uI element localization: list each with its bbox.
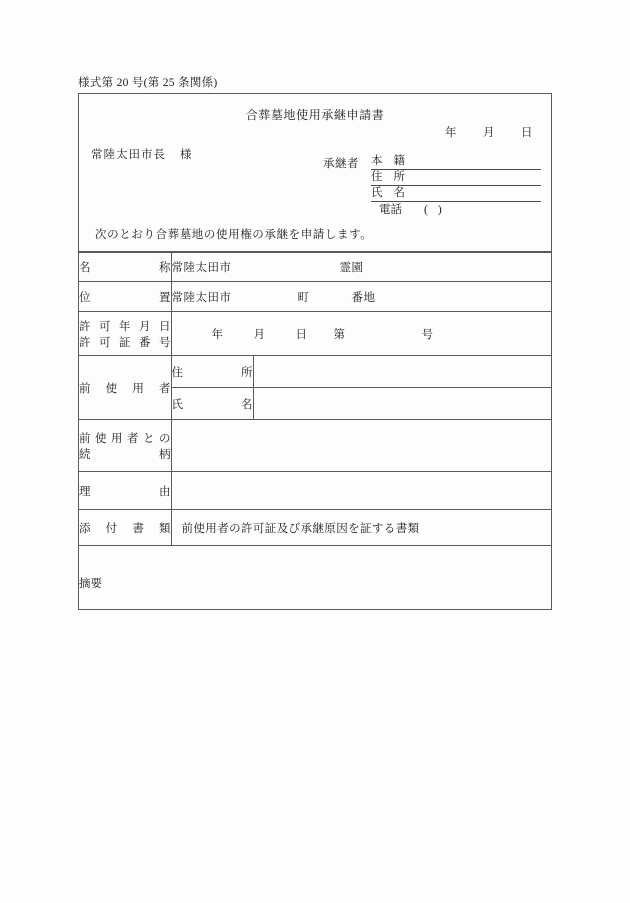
attachments-text: 前使用者の許可証及び承継原因を証する書類	[181, 522, 420, 535]
applicant-address-label: 住所	[371, 171, 405, 183]
form-header	[79, 94, 551, 252]
sub-label-previous-user-address: 住所	[171, 356, 253, 388]
name-suffix: 霊園	[339, 262, 364, 274]
date-month-label: 月	[483, 127, 495, 139]
applicant-name-label: 氏名	[371, 187, 405, 199]
addressee	[91, 146, 193, 162]
remarks-label: 摘要	[79, 578, 102, 590]
sub-label-previous-user-name: 氏名	[171, 388, 253, 420]
relationship-label-line2: 続柄	[79, 448, 171, 461]
row-label-reason: 理由	[79, 472, 171, 510]
permit-number-suffix: 号	[421, 328, 434, 341]
location-city: 常陸太田市	[171, 291, 232, 304]
addressee-name: 常陸太田市長	[91, 149, 166, 161]
table-row-location	[79, 282, 551, 312]
table-row-reason	[79, 472, 551, 510]
date-year-label: 年	[445, 127, 457, 139]
table-row-permit	[79, 312, 551, 356]
location-town-suffix: 町	[297, 291, 310, 304]
name-city: 常陸太田市	[171, 262, 232, 274]
applicant-telephone-label: 電話	[379, 204, 402, 216]
applicant-address-row[interactable]	[371, 170, 541, 186]
permit-month-label: 月	[253, 328, 266, 341]
page-title: 合葬墓地使用承継申請書	[245, 108, 385, 122]
permit-day-label: 日	[295, 328, 308, 341]
row-value-permit[interactable]	[171, 312, 551, 356]
application-form-frame	[78, 93, 552, 610]
permit-label-line1: 許可年月日	[79, 320, 171, 333]
applicant-honseki-row[interactable]	[371, 154, 541, 170]
applicant-name-row[interactable]	[371, 186, 541, 202]
row-value-remarks[interactable]	[79, 546, 551, 621]
table-row-attachments	[79, 510, 551, 546]
row-value-previous-user-address[interactable]	[253, 356, 551, 388]
permit-label-line2: 許可証番号	[79, 336, 171, 349]
row-label-attachments: 添付書類	[79, 510, 171, 546]
applicant-block	[323, 154, 543, 218]
telephone-open-paren: (	[424, 204, 438, 216]
application-statement: 次のとおり合葬墓地の使用権の承継を申請します。	[95, 229, 373, 241]
row-value-previous-user-name[interactable]	[253, 388, 551, 420]
telephone-close-paren: )	[437, 204, 452, 216]
date-line	[445, 124, 533, 140]
applicant-label: 承継者	[323, 158, 359, 170]
form-number: 様式第 20 号(第 25 条関係)	[78, 77, 218, 89]
table-row-previous-user-address	[79, 356, 551, 388]
row-value-location[interactable]	[171, 282, 551, 312]
table-row-name	[79, 253, 551, 282]
applicant-fields	[371, 154, 541, 218]
applicant-telephone-row[interactable]	[371, 202, 541, 218]
row-value-relationship[interactable]	[171, 420, 551, 472]
applicant-honseki-label: 本籍	[371, 155, 405, 167]
form-table	[79, 252, 551, 620]
row-label-location: 位置	[79, 282, 171, 312]
permit-year-label: 年	[211, 328, 224, 341]
date-day-label: 日	[521, 127, 533, 139]
row-label-name: 名称	[79, 253, 171, 282]
row-value-attachments	[171, 510, 551, 546]
permit-number-prefix: 第	[333, 328, 346, 341]
row-value-reason[interactable]	[171, 472, 551, 510]
relationship-label-line1: 前使用者との	[79, 432, 171, 445]
addressee-honorific: 様	[180, 149, 193, 161]
row-label-previous-user: 前使用者	[79, 356, 171, 420]
row-label-relationship	[79, 420, 171, 472]
location-lot-suffix: 番地	[351, 291, 376, 304]
table-row-relationship	[79, 420, 551, 472]
table-row-remarks	[79, 546, 551, 621]
row-value-name[interactable]	[171, 253, 551, 282]
row-label-permit	[79, 312, 171, 356]
